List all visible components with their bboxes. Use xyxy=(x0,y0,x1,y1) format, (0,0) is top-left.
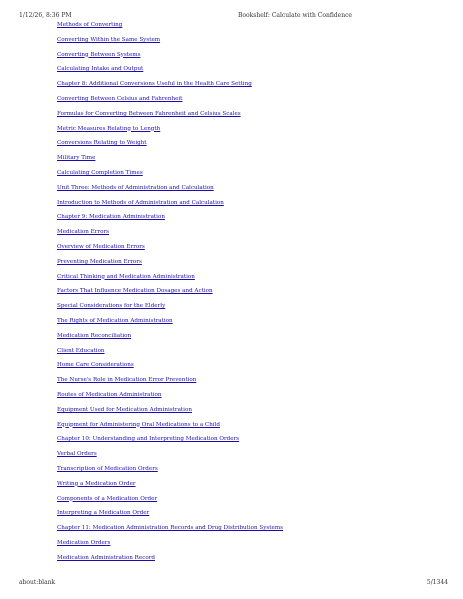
toc-item xyxy=(57,434,283,449)
toc-item xyxy=(57,168,283,183)
toc-item xyxy=(57,227,283,242)
toc-item xyxy=(57,301,283,316)
toc-link[interactable]: Special Considerations for the Elderly xyxy=(57,303,166,310)
toc-link[interactable]: Factors That Influence Medication Dosages and Action xyxy=(57,288,213,295)
toc-item xyxy=(57,375,283,390)
toc-link[interactable]: Client Education xyxy=(57,347,105,354)
toc-item xyxy=(57,331,283,346)
toc-link[interactable]: Medication Orders xyxy=(57,539,111,546)
toc-link[interactable]: Metric Measures Relating to Length xyxy=(57,125,161,132)
toc-link[interactable]: Formulas for Converting Between Fahrenheit and Celsius Scales xyxy=(57,110,241,117)
toc-item xyxy=(57,257,283,272)
toc-link[interactable]: The Rights of Medication Administration xyxy=(57,317,173,324)
toc-link[interactable]: Home Care Considerations xyxy=(57,362,134,369)
toc-link[interactable]: Introduction to Methods of Administration and Calculation xyxy=(57,199,224,206)
toc-link[interactable]: The Nurse's Role in Medication Error Prevention xyxy=(57,377,197,384)
toc-link[interactable]: Equipment for Administering Oral Medications to a Child xyxy=(57,421,220,428)
toc-item xyxy=(57,153,283,168)
toc-item xyxy=(57,508,283,523)
toc-link[interactable]: Transcription of Medication Orders xyxy=(57,465,158,472)
print-footer xyxy=(19,578,448,588)
toc-item xyxy=(57,494,283,509)
toc-link[interactable]: Writing a Medication Order xyxy=(57,480,136,487)
toc-link[interactable]: Chapter 11: Medication Administration Records and Drug Distribution Systems xyxy=(57,525,284,532)
toc-item xyxy=(57,405,283,420)
toc-item xyxy=(57,523,283,538)
toc-item xyxy=(57,94,283,109)
toc-item xyxy=(57,538,283,553)
toc-item xyxy=(57,20,283,35)
toc-item xyxy=(57,35,283,50)
toc-link[interactable]: Medication Administration Record xyxy=(57,554,155,561)
toc-item xyxy=(57,183,283,198)
toc-link[interactable]: Military Time xyxy=(57,155,96,162)
toc-item xyxy=(57,346,283,361)
toc-item xyxy=(57,464,283,479)
toc-item xyxy=(57,198,283,213)
toc-link[interactable]: Converting Within the Same System xyxy=(57,36,161,43)
toc-link[interactable]: Medication Reconciliation xyxy=(57,332,132,339)
toc-item xyxy=(57,212,283,227)
toc-item xyxy=(57,79,283,94)
toc-link[interactable]: Chapter 10: Understanding and Interpreting Medication Orders xyxy=(57,436,240,443)
toc-item xyxy=(57,64,283,79)
toc-link[interactable]: Converting Between Systems xyxy=(57,51,141,58)
toc-link[interactable]: Interpreting a Medication Order xyxy=(57,510,150,517)
toc-link[interactable]: Components of a Medication Order xyxy=(57,495,158,502)
toc-item xyxy=(57,272,283,287)
toc-link[interactable]: Medication Errors xyxy=(57,229,110,236)
toc-item xyxy=(57,553,283,568)
toc-item xyxy=(57,138,283,153)
toc-link[interactable]: Preventing Medication Errors xyxy=(57,258,142,265)
toc-item xyxy=(57,286,283,301)
toc-link[interactable]: Calculating Completion Times xyxy=(57,169,143,176)
toc-link[interactable]: Verbal Orders xyxy=(57,451,97,458)
toc-item xyxy=(57,316,283,331)
toc-item xyxy=(57,420,283,435)
toc-link[interactable]: Chapter 9: Medication Administration xyxy=(57,214,165,221)
toc-link[interactable]: Overview of Medication Errors xyxy=(57,243,145,250)
print-datetime: 1/12/26, 8:36 PM xyxy=(19,12,72,19)
toc-item xyxy=(57,449,283,464)
toc-link[interactable]: Equipment Used for Medication Administration xyxy=(57,406,192,413)
toc-item xyxy=(57,479,283,494)
toc-link[interactable]: Chapter 8: Additional Conversions Useful in the Health Care Setting xyxy=(57,81,252,88)
toc-link[interactable]: Unit Three: Methods of Administration and Calculation xyxy=(57,184,214,191)
print-url: about:blank xyxy=(19,579,56,586)
toc-item xyxy=(57,360,283,375)
toc-item xyxy=(57,124,283,139)
toc-link[interactable]: Calculating Intake and Output xyxy=(57,66,144,73)
toc-link[interactable]: Routes of Medication Administration xyxy=(57,391,162,398)
toc-item xyxy=(57,109,283,124)
toc-link[interactable]: Conversions Relating to Weight xyxy=(57,140,147,147)
toc-link[interactable]: Converting Between Celsius and Fahrenheit xyxy=(57,95,183,102)
toc-item xyxy=(57,242,283,257)
toc-item xyxy=(57,390,283,405)
print-page-number: 5/1344 xyxy=(426,579,448,586)
toc-link[interactable]: Methods of Converting xyxy=(57,22,123,28)
toc-link[interactable]: Critical Thinking and Medication Administration xyxy=(57,273,195,280)
print-page-title: Bookshelf: Calculate with Confidence xyxy=(238,12,352,19)
toc-item xyxy=(57,50,283,65)
table-of-contents xyxy=(57,20,283,567)
